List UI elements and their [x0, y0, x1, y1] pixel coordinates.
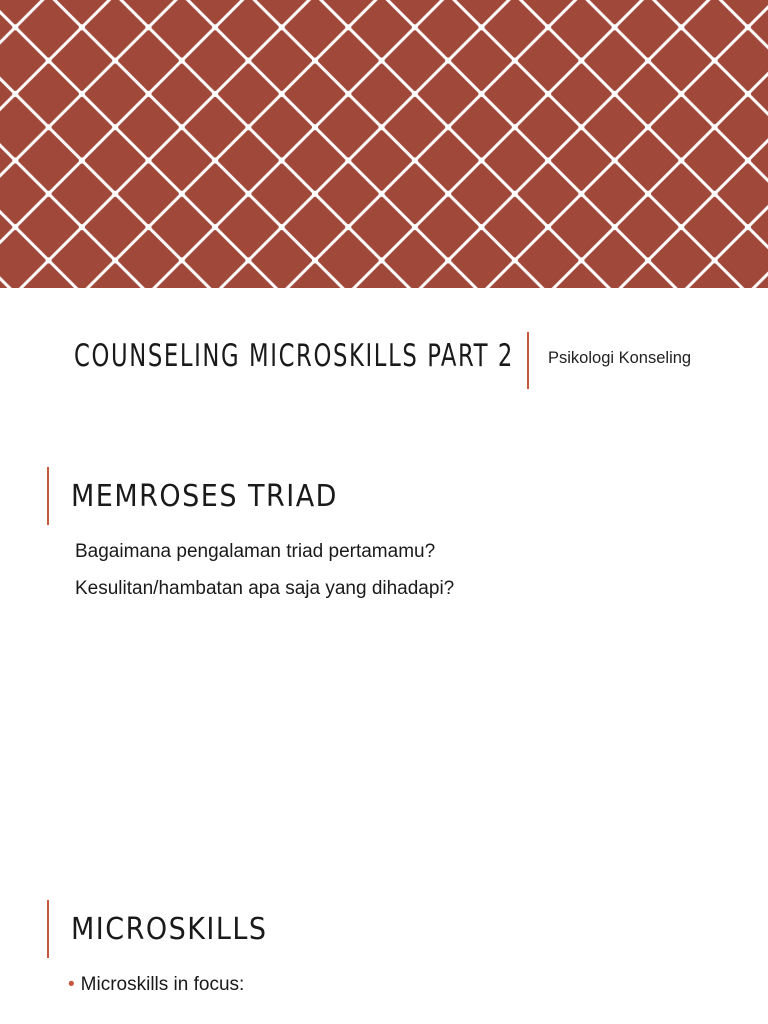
- body-text-line: Bagaimana pengalaman triad pertamamu?: [75, 541, 436, 562]
- slide-heading: MICROSKILLS: [71, 912, 268, 947]
- bullet-text: Microskills in focus:: [80, 974, 245, 995]
- decorative-pattern-header: [0, 0, 768, 288]
- heading-divider: [47, 900, 49, 958]
- title-slide: [0, 288, 768, 418]
- bullet-item: [68, 974, 244, 996]
- presentation-subtitle: Psikologi Konseling: [548, 349, 692, 367]
- presentation-title: COUNSELING MICROSKILLS PART 2: [74, 338, 514, 374]
- body-text-line: Kesulitan/hambatan apa saja yang dihadapi?: [75, 578, 455, 599]
- title-divider: [527, 332, 529, 389]
- bullet-icon: •: [68, 974, 75, 995]
- slide-heading: MEMROSES TRIAD: [71, 479, 338, 514]
- heading-divider: [47, 467, 49, 525]
